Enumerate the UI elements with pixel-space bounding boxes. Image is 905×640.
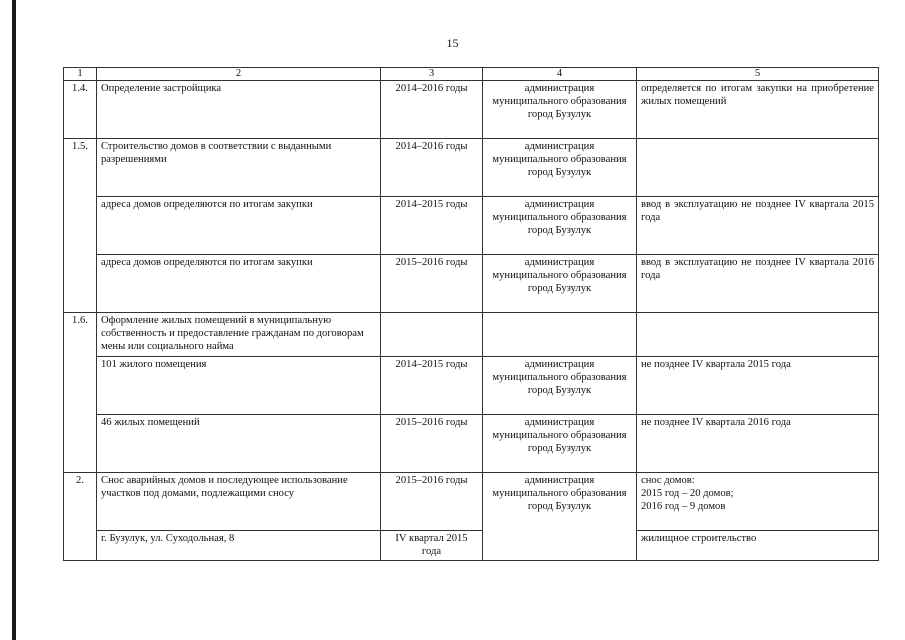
table-row <box>64 357 879 415</box>
plan-table <box>63 67 879 561</box>
header-col-1: 1 <box>64 68 97 81</box>
row-description: Строительство домов в соответствии с выданными разрешениями <box>97 139 381 197</box>
row-note <box>637 139 879 197</box>
row-description: Снос аварийных домов и последующее использование участков под домами, подлежащими сносу <box>97 473 381 531</box>
header-row <box>64 68 879 81</box>
row-description: 46 жилых помещений <box>97 415 381 473</box>
row-period: 2014–2016 годы <box>381 81 483 139</box>
row-responsible: администрация муниципального образования город Бузулук <box>483 357 637 415</box>
page-number: 15 <box>446 36 459 50</box>
row-responsible: администрация муниципального образования город Бузулук <box>483 255 637 313</box>
row-number <box>64 197 97 255</box>
row-note: определяется по итогам закупки на приобретение жилых помещений <box>637 81 879 139</box>
row-period: 2014–2015 годы <box>381 357 483 415</box>
table-row <box>64 255 879 313</box>
row-note <box>637 473 879 531</box>
row-number <box>64 531 97 561</box>
table-row <box>64 197 879 255</box>
note-line: снос домов: <box>641 475 695 486</box>
row-description: адреса домов определяются по итогам закупки <box>97 255 381 313</box>
row-note: ввод в эксплуатацию не позднее IV квартала 2016 года <box>637 255 879 313</box>
row-description: адреса домов определяются по итогам закупки <box>97 197 381 255</box>
row-period: 2014–2016 годы <box>381 139 483 197</box>
header-col-5: 5 <box>637 68 879 81</box>
row-note: не позднее IV квартала 2015 года <box>637 357 879 415</box>
note-line: 2016 год – 9 домов <box>641 501 726 512</box>
binder-edge <box>12 0 16 640</box>
row-number <box>64 357 97 415</box>
row-description: г. Бузулук, ул. Суходольная, 8 <box>97 531 381 561</box>
table-row <box>64 81 879 139</box>
row-period: IV квартал 2015 года <box>381 531 483 561</box>
row-responsible <box>483 313 637 357</box>
row-responsible: администрация муниципального образования город Бузулук <box>483 473 637 561</box>
note-line: 2015 год – 20 домов; <box>641 488 734 499</box>
row-period: 2015–2016 годы <box>381 473 483 531</box>
header-col-3: 3 <box>381 68 483 81</box>
row-number: 1.6. <box>64 313 97 357</box>
row-description: Оформление жилых помещений в муниципальную собственность и предоставление гражданам по договорам мены или социального найма <box>97 313 381 357</box>
table-row <box>64 473 879 531</box>
table-row <box>64 313 879 357</box>
row-note: ввод в эксплуатацию не позднее IV квартала 2015 года <box>637 197 879 255</box>
header-col-2: 2 <box>97 68 381 81</box>
row-number <box>64 415 97 473</box>
row-note: жилищное строительство <box>637 531 879 561</box>
row-note <box>637 313 879 357</box>
table-row <box>64 531 879 561</box>
row-number: 1.5. <box>64 139 97 197</box>
row-period <box>381 313 483 357</box>
row-responsible: администрация муниципального образования город Бузулук <box>483 81 637 139</box>
row-number: 2. <box>64 473 97 531</box>
row-period: 2014–2015 годы <box>381 197 483 255</box>
row-responsible: администрация муниципального образования город Бузулук <box>483 139 637 197</box>
row-note: не позднее IV квартала 2016 года <box>637 415 879 473</box>
row-description: 101 жилого помещения <box>97 357 381 415</box>
row-number <box>64 255 97 313</box>
table-row <box>64 415 879 473</box>
row-period: 2015–2016 годы <box>381 255 483 313</box>
row-period: 2015–2016 годы <box>381 415 483 473</box>
row-number: 1.4. <box>64 81 97 139</box>
row-responsible: администрация муниципального образования город Бузулук <box>483 415 637 473</box>
table-row <box>64 139 879 197</box>
row-responsible: администрация муниципального образования город Бузулук <box>483 197 637 255</box>
header-col-4: 4 <box>483 68 637 81</box>
row-description: Определение застройщика <box>97 81 381 139</box>
